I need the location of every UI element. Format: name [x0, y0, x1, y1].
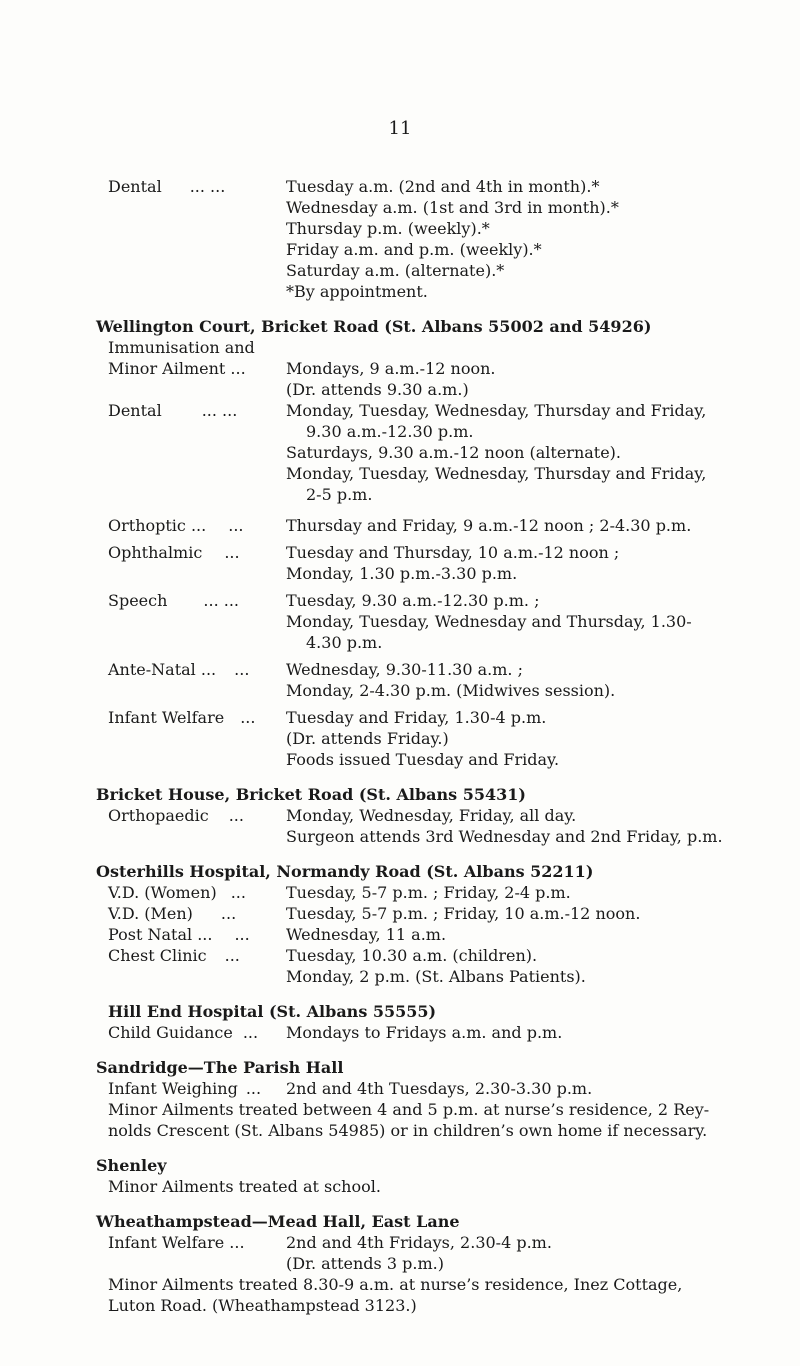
service-times: Mondays to Fridays a.m. and p.m. [286, 1023, 563, 1042]
section-hill-end-hospital [0, 1001, 800, 1043]
service-row [0, 882, 800, 903]
section-osterhills-hospital [0, 861, 800, 987]
section-heading: Osterhills Hospital, Normandy Road (St. Albans 52211) [96, 862, 594, 881]
section-shenley [0, 1155, 800, 1197]
service-label: V.D. (Women) ... [108, 883, 246, 902]
service-times: Tuesday, 9.30 a.m.-12.30 p.m. ; Monday, Tuesday, Wednesday and Thursday, 1.30-4.30 p.m. [286, 591, 692, 652]
service-times: Tuesday and Thursday, 10 a.m.-12 noon ; Monday, 1.30 p.m.-3.30 p.m. [286, 543, 620, 583]
service-row [0, 1078, 800, 1099]
section-dental-top [0, 176, 800, 302]
service-times: Tuesday and Friday, 1.30-4 p.m. (Dr. attends Friday.) Foods issued Tuesday and Friday. [286, 708, 560, 769]
service-row [0, 358, 800, 400]
section-bricket-house [0, 784, 800, 847]
service-row [0, 945, 800, 987]
service-label: Chest Clinic ... [108, 946, 240, 965]
service-times: Tuesday, 10.30 a.m. (children). Monday, 2 p.m. (St. Albans Patients). [286, 946, 586, 986]
service-label: Orthopaedic ... [108, 806, 244, 825]
service-row [0, 590, 800, 653]
section-heading: Wheathampstead—Mead Hall, East Lane [96, 1212, 460, 1231]
service-row [0, 1232, 800, 1274]
service-label: Dental ... ... [108, 177, 226, 196]
service-label: V.D. (Men) ... [108, 904, 237, 923]
service-row [0, 805, 800, 847]
service-row [0, 903, 800, 924]
section-heading: Shenley [96, 1156, 167, 1175]
service-times: Tuesday a.m. (2nd and 4th in month).* Wednesday a.m. (1st and 3rd in month).* Thursday p.m. (weekly).* Friday a.m. and p.m. (weekly).* Saturday a.m. (alternate).* *By appointment. [286, 177, 619, 301]
paragraph: Minor Ailments treated at school. [108, 1177, 381, 1196]
service-row [0, 924, 800, 945]
service-times: Thursday and Friday, 9 a.m.-12 noon ; 2-4.30 p.m. [286, 516, 692, 535]
service-label: Child Guidance ... [108, 1023, 259, 1042]
service-label: Infant Weighing ... [108, 1079, 262, 1098]
service-label: Dental ... ... [108, 401, 238, 420]
service-row [0, 542, 800, 584]
service-row [0, 176, 800, 302]
service-label: Minor Ailment ... [108, 359, 246, 378]
service-label: Post Natal ... ... [108, 925, 250, 944]
service-row [0, 400, 800, 505]
section-wheathampstead [0, 1211, 800, 1316]
section-sandridge [0, 1057, 800, 1141]
service-times: 2nd and 4th Tuesdays, 2.30-3.30 p.m. [286, 1079, 593, 1098]
service-label: Speech ... ... [108, 591, 240, 610]
section-wellington-court [0, 316, 800, 770]
service-times: 2nd and 4th Fridays, 2.30-4 p.m. (Dr. attends 3 p.m.) [286, 1233, 552, 1273]
service-row [0, 659, 800, 701]
paragraph: Minor Ailments treated 8.30-9 a.m. at nurse’s residence, Inez Cottage, Luton Road. (Wheathampstead 3123.) [108, 1275, 683, 1315]
section-heading: Sandridge—The Parish Hall [96, 1058, 344, 1077]
section-heading: Bricket House, Bricket Road (St. Albans 55431) [96, 785, 526, 804]
page-number: 11 [388, 118, 412, 139]
service-times: Tuesday, 5-7 p.m. ; Friday, 10 a.m.-12 noon. [286, 904, 641, 923]
service-row [0, 515, 800, 536]
service-label: Ophthalmic ... [108, 543, 240, 562]
section-heading: Hill End Hospital (St. Albans 55555) [108, 1002, 437, 1021]
service-times: Tuesday, 5-7 p.m. ; Friday, 2-4 p.m. [286, 883, 571, 902]
service-label: Orthoptic ... ... [108, 516, 244, 535]
service-row [0, 1022, 800, 1043]
service-label: Immunisation and [108, 338, 255, 357]
paragraph: Minor Ailments treated between 4 and 5 p.m. at nurse’s residence, 2 Rey- nolds Crescent (St. Albans 54985) or in children’s own home if necessary. [108, 1100, 710, 1140]
service-times: Wednesday, 11 a.m. [286, 925, 447, 944]
service-times: Mondays, 9 a.m.-12 noon. (Dr. attends 9.30 a.m.) [286, 359, 496, 399]
service-times: Wednesday, 9.30-11.30 a.m. ; Monday, 2-4.30 p.m. (Midwives session). [286, 660, 616, 700]
service-label: Infant Welfare ... [108, 1233, 245, 1252]
service-row [0, 707, 800, 770]
service-label: Ante-Natal ... ... [108, 660, 250, 679]
section-heading: Wellington Court, Bricket Road (St. Albans 55002 and 54926) [96, 317, 652, 336]
service-times: Monday, Tuesday, Wednesday, Thursday and Friday, 9.30 a.m.-12.30 p.m. Saturdays, 9.30 a.m.-12 noon (alternate). Monday, Tuesday, Wednesday, Thursday and Friday, 2-5 p.m. [286, 401, 707, 504]
service-times: Monday, Wednesday, Friday, all day. Surgeon attends 3rd Wednesday and 2nd Friday, p.m. [286, 806, 723, 846]
service-label: Infant Welfare ... [108, 708, 256, 727]
